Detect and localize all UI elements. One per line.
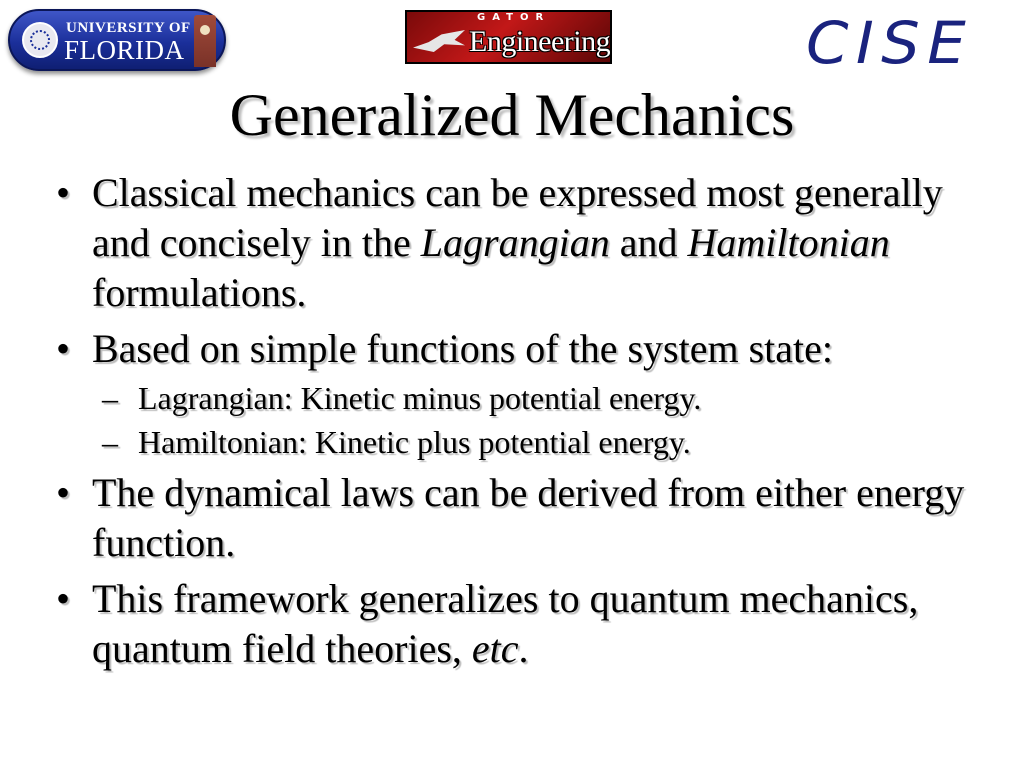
bullet-text: Classical mechanics can be expressed most generally and concisely in the xyxy=(92,170,943,265)
bullet-text: and xyxy=(609,220,688,265)
gator-logo-top-word: GATOR xyxy=(477,12,551,23)
gator-icon xyxy=(413,30,465,52)
bullet-text: formulations. xyxy=(92,270,307,315)
uf-logo-line1: UNIVERSITY OF xyxy=(66,20,191,36)
bullet-item xyxy=(0,574,1024,674)
bullet-marker: • xyxy=(56,576,71,621)
sub-bullet-list xyxy=(0,376,1024,464)
gator-engineering-logo xyxy=(405,10,612,64)
bullet-text: . xyxy=(518,626,529,671)
sub-bullet-item xyxy=(0,420,1024,464)
bullet-emphasis: etc xyxy=(471,626,519,671)
sub-bullet-text: Hamiltonian: Kinetic plus potential energy. xyxy=(138,424,691,460)
sub-bullet-item xyxy=(0,376,1024,420)
bullet-text: The dynamical laws can be derived from either energy function. xyxy=(92,470,965,565)
bullet-emphasis: Lagrangian xyxy=(420,220,610,265)
cise-logo: CISE xyxy=(806,9,974,77)
bullet-list xyxy=(0,168,1024,680)
uf-logo-line2: FLORIDA xyxy=(64,35,185,65)
bullet-marker: • xyxy=(56,470,71,515)
bullet-marker: • xyxy=(56,326,71,371)
bullet-text: This framework generalizes to quantum mechanics, quantum field theories, xyxy=(92,576,919,671)
bullet-text: Based on simple functions of the system state: xyxy=(92,326,833,371)
university-seal-icon xyxy=(22,22,58,58)
bullet-item xyxy=(0,168,1024,318)
bullet-marker: • xyxy=(56,170,71,215)
university-of-florida-logo xyxy=(8,9,226,71)
bullet-emphasis: Hamiltonian xyxy=(687,220,890,265)
bullet-item xyxy=(0,468,1024,568)
gator-logo-main-word: Engineering xyxy=(469,25,611,58)
century-tower-icon xyxy=(194,15,216,67)
sub-bullet-marker: – xyxy=(102,380,118,416)
sub-bullet-text: Lagrangian: Kinetic minus potential energy. xyxy=(138,380,702,416)
slide-title: Generalized Mechanics xyxy=(229,82,795,148)
bullet-item xyxy=(0,324,1024,374)
sub-bullet-marker: – xyxy=(102,424,118,460)
